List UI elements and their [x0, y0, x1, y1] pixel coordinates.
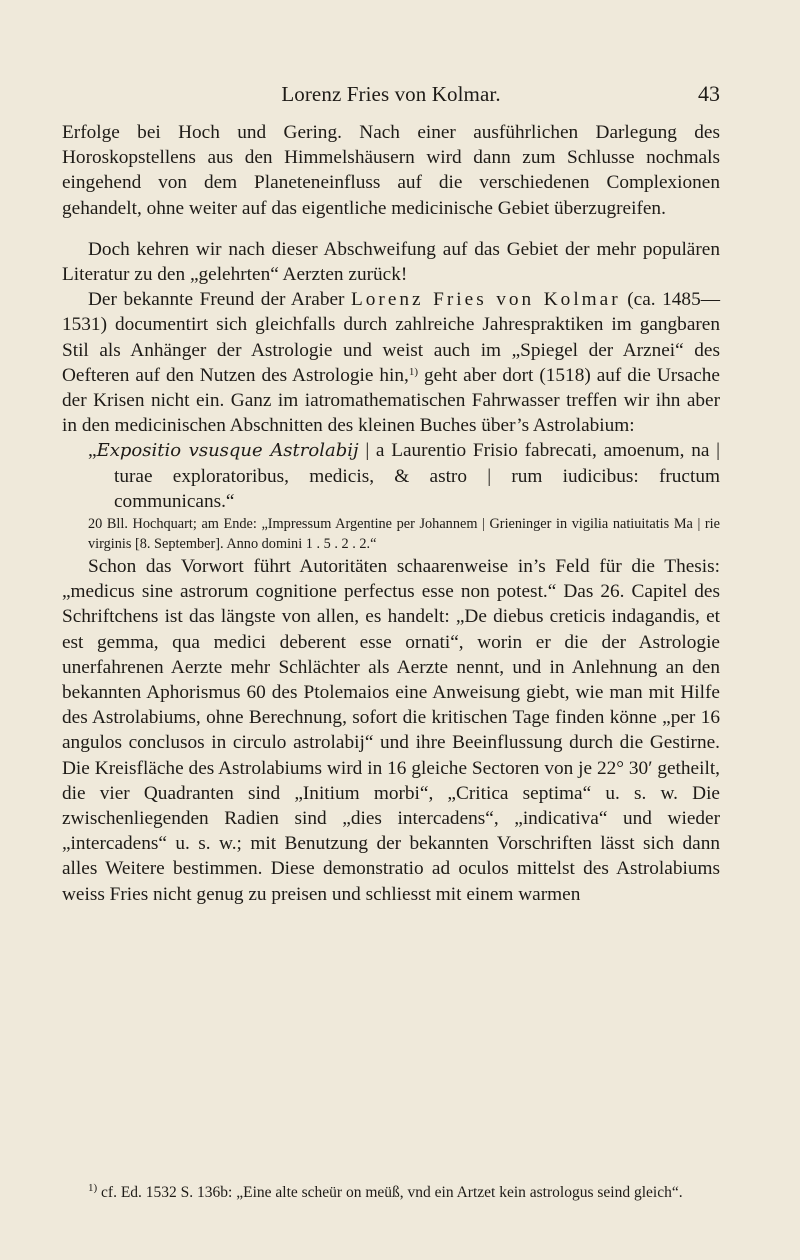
paragraph-3-lead: Der bekannte Freund der Araber	[88, 289, 351, 311]
fraktur-title: Expositio vsusque Astrolabij	[96, 440, 359, 462]
footnote-text: cf. Ed. 1532 S. 136b: „Eine alte scheür on meüß, vnd ein Artzet kein astrologus seind gleich“.	[97, 1184, 683, 1201]
paragraph-4: Schon das Vorwort führt Autoritäten schaarenweise in’s Feld für die Thesis: „medicus sine astrorum cognitione perfectus esse non potest.“ Das 26. Capitel des Schriftchens ist das längste von allen, es handelt: „De diebus creticis indagandis, et est gemma, qua medici deberent esse ornati“, worin er die der Astrologie unerfahrenen Aerzte mehr Schlächter als Aerzte nennt, und in Anlehnung an den bekannten Aphorismus 60 des Ptolemaios eine Anweisung giebt, wie man mit Hilfe des Astrolabiums, ohne Berechnung, sofort die kritischen Tage finden könne „per 16 angulos conclusos in circulo astrolabij“ und ihre Beeinflussung durch die Gestirne. Die Kreisfläche des Astrolabiums wird in 16 gleiche Sectoren von je 22° 30′ getheilt, die vier Quadranten sind „Initium morbi“, „Critica septima“ u. s. w. Die zwischenliegenden Radien sind „dies intercadens“, „indicativa“ und wieder „intercadens“ u. s. w.; mit Benutzung der bekannten Vorschriften lässt sich dann alles Weitere bestimmen. Diese demonstratio ad oculos mittelst des Astrolabiums weiss Fries nicht genug zu preisen und schliesst mit einem warmen	[62, 556, 720, 905]
paragraph-2: Doch kehren wir nach dieser Abschweifung auf das Gebiet der mehr populären Literatur zu den „gelehrten“ Aerzten zurück!	[62, 238, 720, 286]
paragraph-3-body: (ca. 1485—1531) documentirt sich gleichfalls durch zahlreiche Jahrespraktiken im gangbaren Stil als Anhänger der Astrologie und weist auch im „Spiegel der Arznei“ des Oefteren auf den Nutzen des Astrologie hin,	[62, 289, 720, 386]
running-title: Lorenz Fries von Kolmar.	[281, 82, 501, 106]
book-title-quote	[88, 438, 720, 514]
footnote	[62, 1182, 720, 1203]
bibliographic-note: 20 Bll. Hochquart; am Ende: „Impressum Argentine per Johannem | Grieninger in vigilia natiuitatis Ma | rie virginis [8. September]. Anno domini 1 . 5 . 2 . 2.“	[88, 516, 720, 553]
running-head	[62, 82, 720, 106]
footnote-marker: 1)	[88, 1182, 98, 1194]
paragraph-1: Erfolge bei Hoch und Gering. Nach einer ausführlichen Darlegung des Horoskopstellens aus den Himmelshäusern wird dann zum Schlusse nochmals eingehend von dem Planeteneinfluss auf die verschiedenen Complexionen gehandelt, ohne weiter auf das eigentliche medicinische Gebiet überzugreifen.	[62, 122, 720, 219]
page-number: 43	[698, 81, 720, 106]
paragraph-3-tail: geht aber dort (1518) auf die Ursache der Krisen nicht ein. Ganz im iatromathematischen Fahrwasser treffen wir ihn aber in den medicinischen Abschnitten des kleinen Buches über’s Astrolabium:	[62, 364, 720, 437]
body-text	[62, 120, 720, 907]
quote-rest: | a Laurentio Frisio fabrecati, amoenum, na | turae exploratoribus, medicis, & astro | rum iudicibus: fructum communicans.“	[114, 440, 720, 512]
quote-open: „	[88, 440, 97, 462]
footnote-reference: 1)	[408, 365, 419, 378]
person-name: Lorenz Fries von Kolmar	[351, 289, 621, 311]
paragraph-3	[62, 287, 720, 438]
